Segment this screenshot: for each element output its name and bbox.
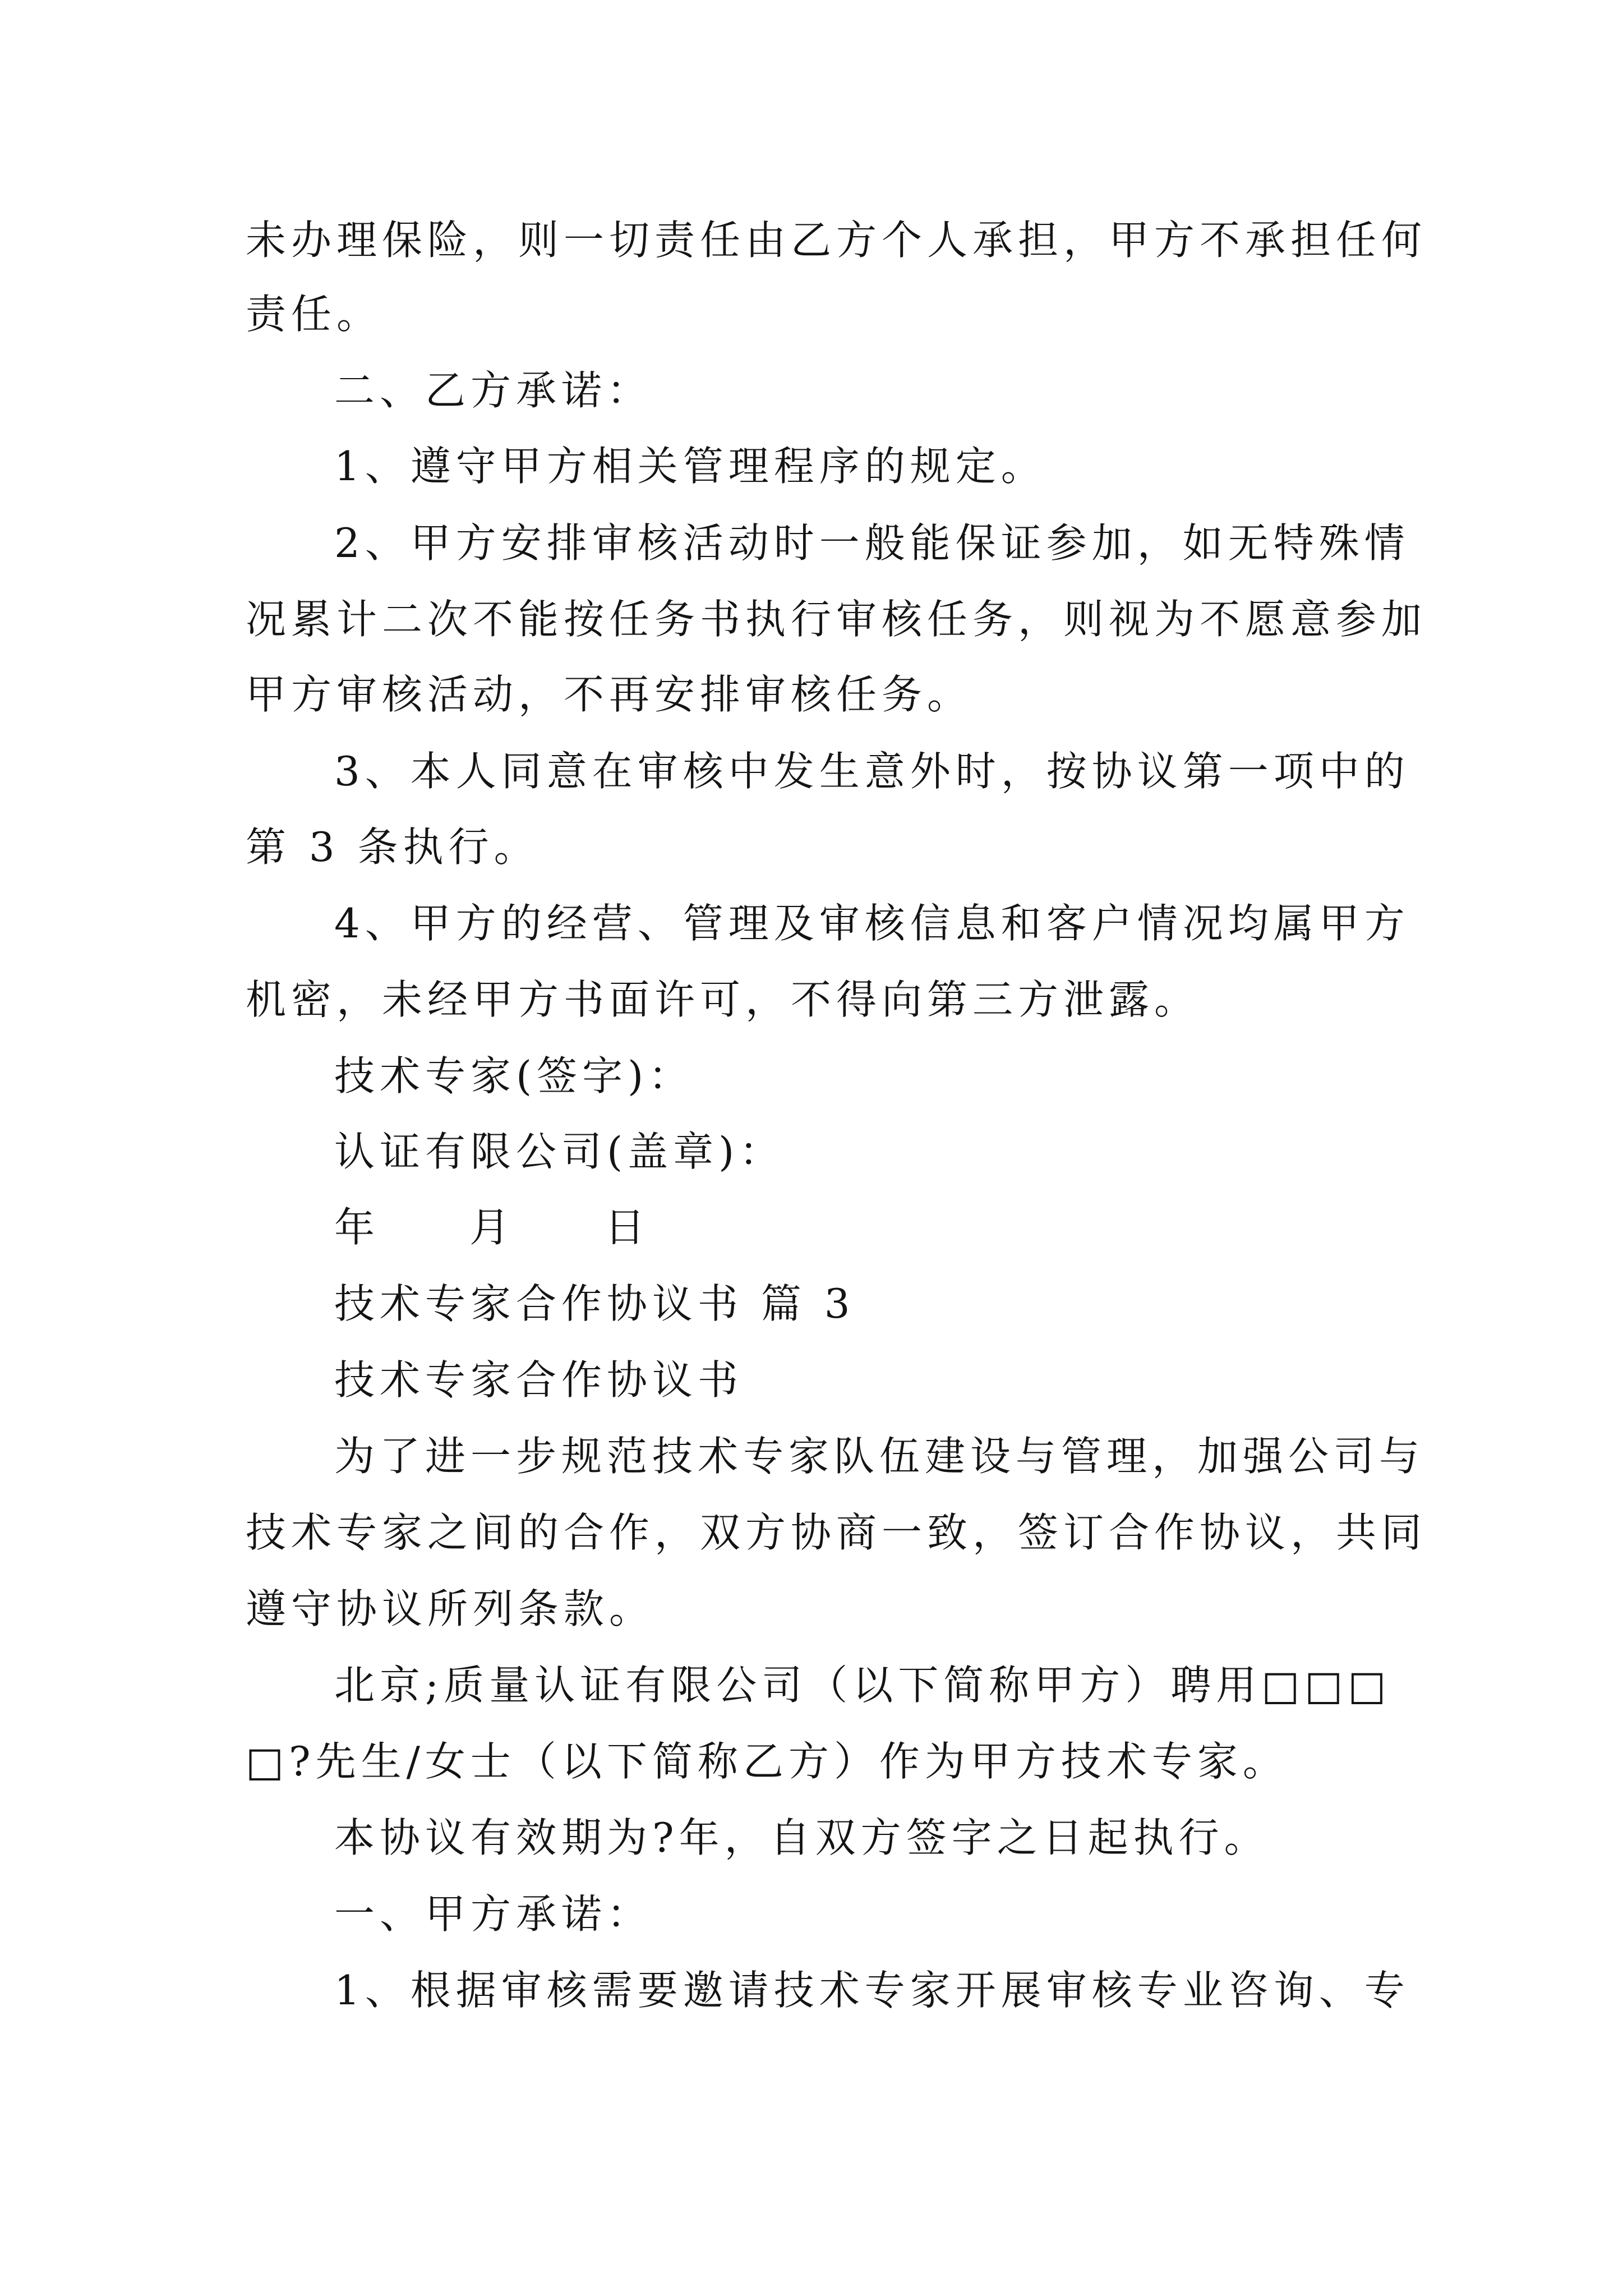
paragraph-line: 未办理保险，则一切责任由乙方个人承担，甲方不承担任何	[246, 217, 1427, 264]
paragraph-line: 责任。	[246, 291, 382, 338]
paragraph-line: 况累计二次不能按任务书执行审核任务，则视为不愿意参加	[246, 596, 1427, 643]
paragraph-line: 本协议有效期为?年，自双方签字之日起执行。	[334, 1814, 1270, 1861]
list-item: 4、甲方的经营、管理及审核信息和客户情况均属甲方	[334, 900, 1410, 947]
list-item: 1、遵守甲方相关管理程序的规定。	[334, 443, 1046, 490]
paragraph-line: 北京;质量认证有限公司（以下简称甲方）聘用□□□	[334, 1662, 1391, 1709]
document-title: 技术专家合作协议书	[334, 1356, 744, 1404]
paragraph-line: □?先生/女士（以下简称乙方）作为甲方技术专家。	[246, 1738, 1288, 1785]
list-item: 3、本人同意在审核中发生意外时，按协议第一项中的	[334, 748, 1410, 795]
paragraph-line: 甲方审核活动，不再安排审核任务。	[246, 671, 973, 718]
list-item: 2、甲方安排审核活动时一般能保证参加，如无特殊情	[334, 519, 1410, 567]
section-heading: 一、甲方承诺：	[334, 1890, 653, 1938]
paragraph-line: 第 3 条执行。	[246, 823, 540, 871]
date-row	[334, 1200, 650, 1254]
paragraph-line: 技术专家之间的合作，双方协商一致，签订合作协议，共同	[246, 1509, 1427, 1556]
signature-label: 技术专家(签字)：	[334, 1052, 694, 1099]
date-day: 日	[605, 1204, 651, 1251]
paragraph-line: 遵守协议所列条款。	[246, 1585, 655, 1632]
paragraph-line: 机密，未经甲方书面许可，不得向第三方泄露。	[246, 976, 1200, 1023]
section-title: 技术专家合作协议书 篇 3	[334, 1280, 855, 1327]
date-year: 年	[334, 1204, 380, 1251]
list-item: 1、根据审核需要邀请技术专家开展审核专业咨询、专	[334, 1967, 1410, 2014]
section-heading: 二、乙方承诺：	[334, 367, 653, 414]
paragraph-line: 为了进一步规范技术专家队伍建设与管理，加强公司与	[334, 1433, 1425, 1480]
date-month: 月	[469, 1204, 515, 1251]
seal-label: 认证有限公司(盖章)：	[334, 1128, 785, 1175]
